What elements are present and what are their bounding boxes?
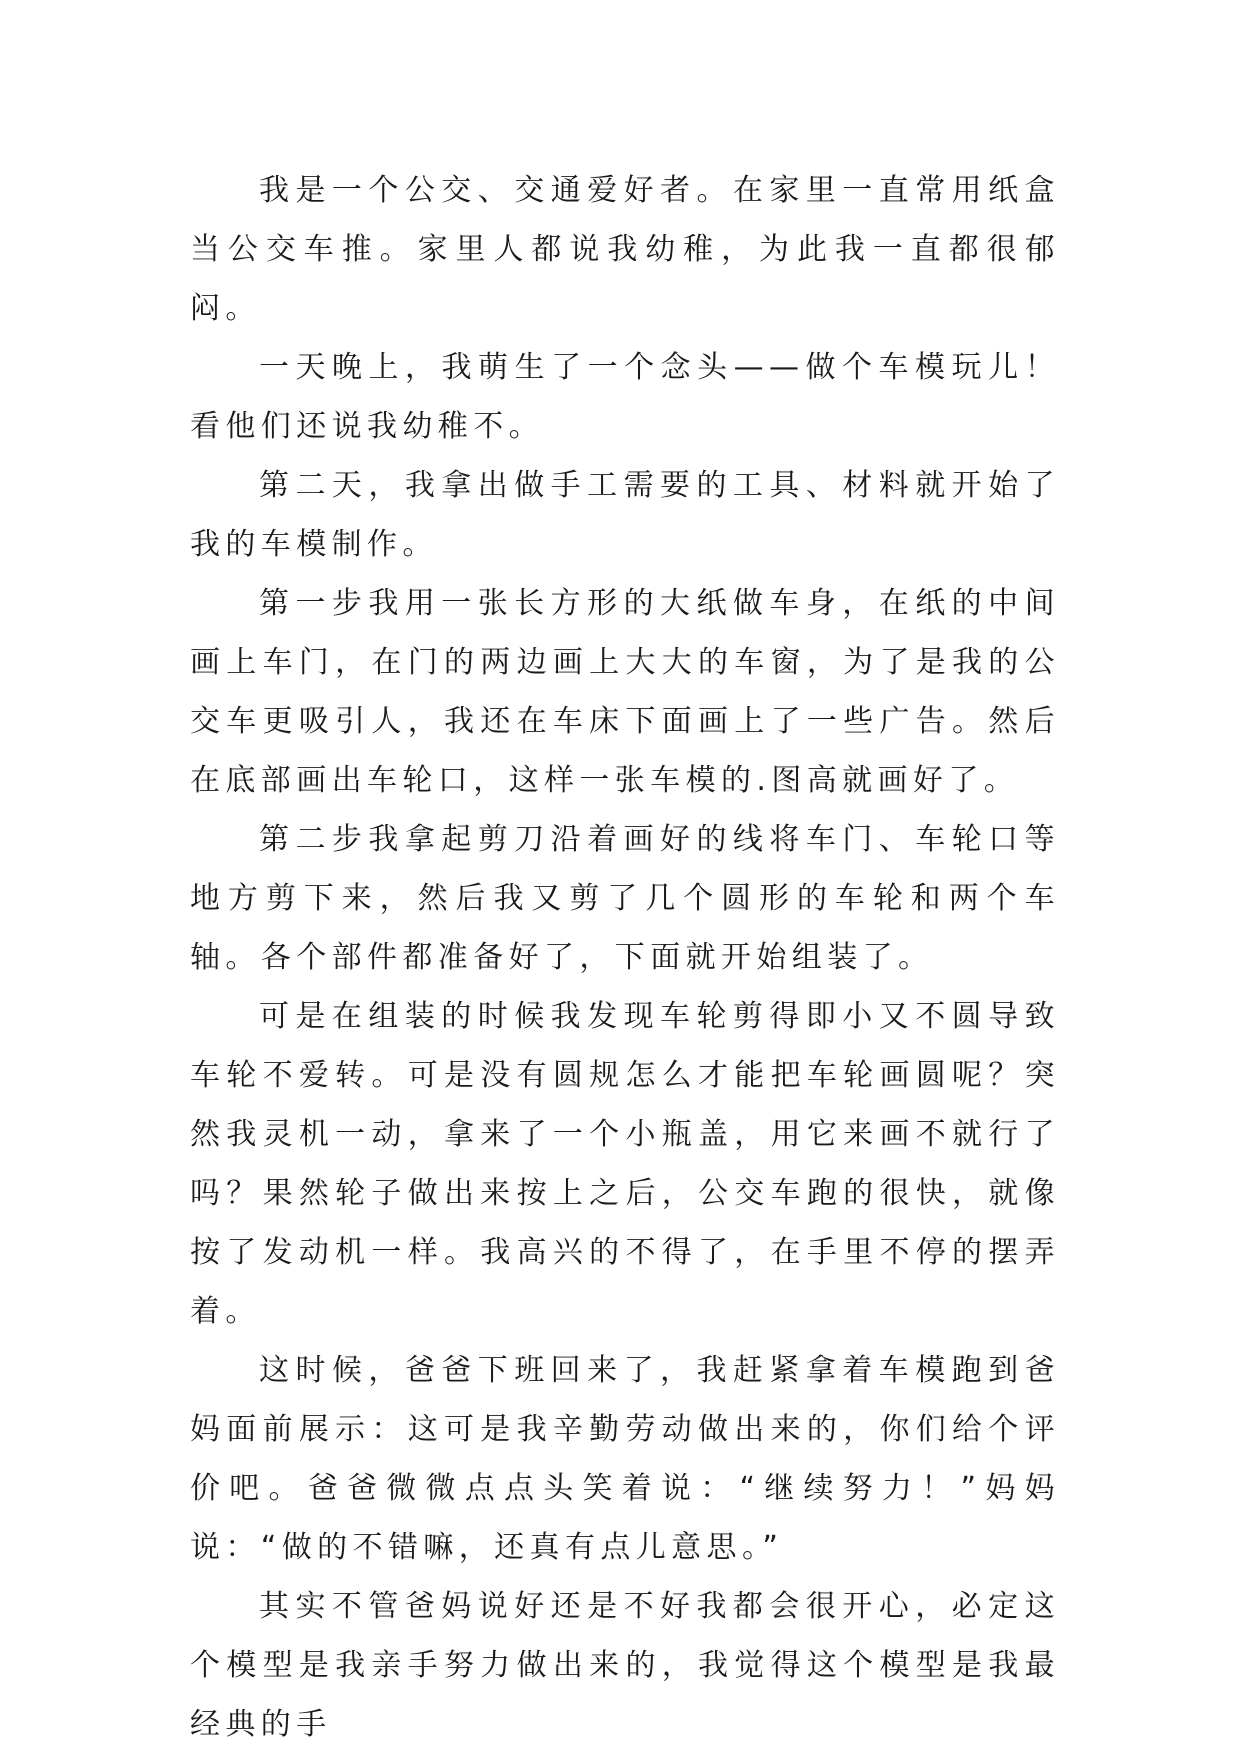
paragraph-3: 第二天，我拿出做手工需要的工具、材料就开始了我的车模制作。 <box>190 468 1060 562</box>
paragraph-2: 一天晚上，我萌生了一个念头——做个车模玩儿！看他们还说我幼稚不。 <box>190 350 1060 444</box>
paragraph-5: 第二步我拿起剪刀沿着画好的线将车门、车轮口等地方剪下来，然后我又剪了几个圆形的车轮和两个车轴。各个部件都准备好了，下面就开始组装了。 <box>190 822 1060 975</box>
paragraph-4: 第一步我用一张长方形的大纸做车身，在纸的中间画上车门，在门的两边画上大大的车窗，为了是我的公交车更吸引人，我还在车床下面画上了一些广告。然后在底部画出车轮口，这样一张车模的.图高就画好了。 <box>190 586 1060 798</box>
paragraph-7: 这时候，爸爸下班回来了，我赶紧拿着车模跑到爸妈面前展示：这可是我辛勤劳动做出来的，你们给个评价吧。爸爸微微点点头笑着说：“继续努力！”妈妈说：“做的不错嘛，还真有点儿意思。” <box>190 1353 1060 1565</box>
paragraph-1: 我是一个公交、交通爱好者。在家里一直常用纸盒当公交车推。家里人都说我幼稚，为此我一直都很郁闷。 <box>190 173 1060 326</box>
paragraph-6: 可是在组装的时候我发现车轮剪得即小又不圆导致车轮不爱转。可是没有圆规怎么才能把车轮画圆呢？突然我灵机一动，拿来了一个小瓶盖，用它来画不就行了吗？果然轮子做出来按上之后，公交车跑的很快，就像按了发动机一样。我高兴的不得了，在手里不停的摆弄着。 <box>190 999 1060 1329</box>
document-body <box>190 161 1060 1754</box>
paragraph-8: 其实不管爸妈说好还是不好我都会很开心，必定这个模型是我亲手努力做出来的，我觉得这个模型是我最经典的手 <box>190 1589 1060 1742</box>
